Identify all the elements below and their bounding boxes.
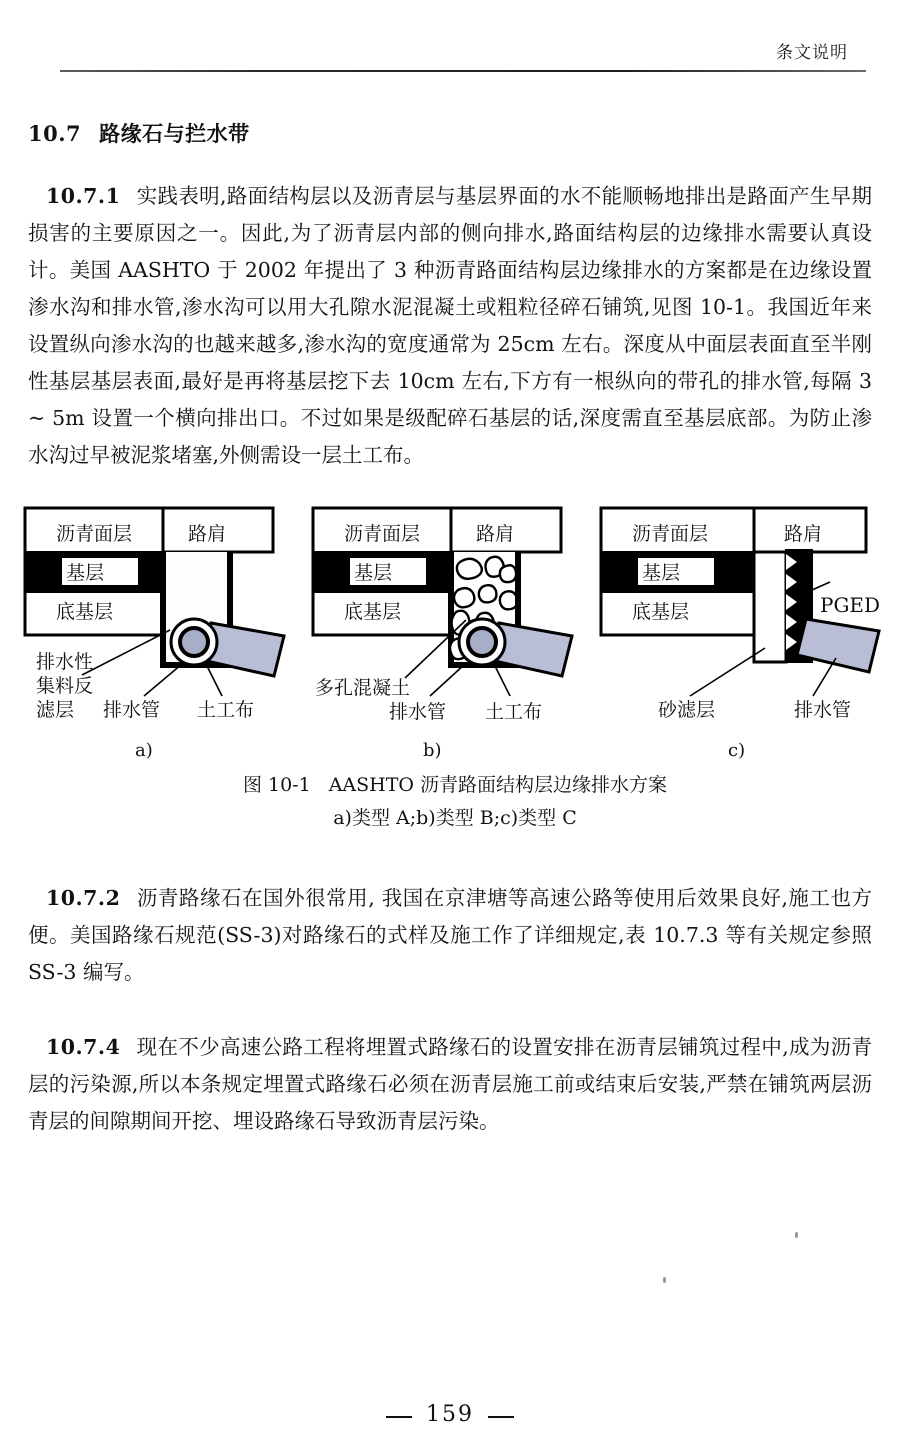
label-surface-a: 沥青面层 xyxy=(56,523,133,545)
drain-pipe-b xyxy=(459,619,505,665)
clause-text: 沥青路缘石在国外很常用, 我国在京津塘等高速公路等使用后效果良好,施工也方便。美国路缘石规范(SS-3)对路缘石的式样及施工作了详细规定,表 10.7.3 等有关规定参照 SS-3 编写。 xyxy=(28,886,872,984)
label-base-a xyxy=(62,558,138,585)
document-content xyxy=(28,118,872,482)
clause-number: 10.7.2 xyxy=(46,886,121,910)
document-content-lower xyxy=(28,880,872,1148)
callout-trench-a-line3: 滤层 xyxy=(36,699,75,721)
clause-number: 10.7.1 xyxy=(46,184,121,208)
section-number: 10.7 xyxy=(28,121,82,146)
diagram-index-a: a) xyxy=(135,740,153,761)
paragraph-10-7-4 xyxy=(28,1029,872,1140)
section-title-text: 路缘石与拦水带 xyxy=(99,121,250,146)
page-footer xyxy=(0,1402,900,1427)
diagram-index-b: b) xyxy=(423,740,442,761)
section-heading xyxy=(28,118,872,148)
label-shoulder-c: 路肩 xyxy=(784,523,823,545)
figure-caption-line1 xyxy=(22,769,888,802)
callout-trench-a-line1: 排水性 xyxy=(36,651,94,673)
callout-pipe-c: 排水管 xyxy=(794,699,852,721)
figure-caption-number: 图 10-1 xyxy=(242,774,311,796)
footer-dash-right xyxy=(488,1416,514,1418)
callout-trench-a-line2: 集料反 xyxy=(36,675,94,697)
figure-caption xyxy=(22,769,888,835)
label-base-b xyxy=(350,558,426,585)
clause-text: 现在不少高速公路工程将埋置式路缘石的设置安排在沥青层铺筑过程中,成为沥青层的污染源,所以本条规定埋置式路缘石必须在沥青层施工前或结束后安装,严禁在铺筑两层沥青层的间隙期间开挖、埋设路缘石导致沥青层污染。 xyxy=(28,1035,872,1133)
figure-10-1 xyxy=(22,500,888,835)
label-shoulder-a: 路肩 xyxy=(188,523,227,545)
paragraph-10-7-1 xyxy=(28,178,872,474)
header-title: 条文说明 xyxy=(776,43,848,63)
label-base-c xyxy=(638,558,714,585)
svg-text:基层: 基层 xyxy=(642,562,681,584)
label-surface-b: 沥青面层 xyxy=(344,523,421,545)
callout-pged-c: PGED xyxy=(820,593,881,617)
clause-number: 10.7.4 xyxy=(46,1035,121,1059)
drain-pipe-c xyxy=(797,619,879,672)
label-shoulder-b: 路肩 xyxy=(476,523,515,545)
page-header xyxy=(60,38,866,82)
callout-pipe-b: 排水管 xyxy=(389,701,447,723)
page-number: 159 xyxy=(426,1402,474,1427)
sand-filter-trench-c xyxy=(754,552,786,662)
callout-trench-b: 多孔混凝土 xyxy=(315,677,411,699)
scan-speck xyxy=(795,1232,798,1238)
footer-dash-left xyxy=(386,1416,412,1418)
diagram-index-c: c) xyxy=(728,740,746,761)
diagram-type-b xyxy=(310,500,595,765)
header-divider xyxy=(60,70,866,72)
figure-caption-title: AASHTO 沥青路面结构层边缘排水方案 xyxy=(328,774,668,796)
paragraph-10-7-2 xyxy=(28,880,872,991)
diagram-type-c xyxy=(598,500,883,765)
label-surface-c: 沥青面层 xyxy=(632,523,709,545)
label-subbase-b: 底基层 xyxy=(344,601,402,623)
svg-text:基层: 基层 xyxy=(354,562,393,584)
diagram-type-a xyxy=(22,500,307,765)
figure-caption-line2: a)类型 A;b)类型 B;c)类型 C xyxy=(333,807,577,829)
scan-speck xyxy=(663,1277,666,1283)
svg-text:基层: 基层 xyxy=(66,562,105,584)
callout-pipe-a: 排水管 xyxy=(103,699,161,721)
figure-diagram-row xyxy=(22,500,888,765)
drain-pipe-a xyxy=(171,619,217,665)
label-subbase-a: 底基层 xyxy=(56,601,114,623)
label-subbase-c: 底基层 xyxy=(632,601,690,623)
callout-trench-c: 砂滤层 xyxy=(658,699,716,721)
clause-text: 实践表明,路面结构层以及沥青层与基层界面的水不能顺畅地排出是路面产生早期损害的主要原因之一。因此,为了沥青层内部的侧向排水,路面结构层的边缘排水需要认真设计。美国 AASHTO 于 2002 年提出了 3 种沥青路面结构层边缘排水的方案都是在边缘设置渗水沟和排水管,渗水沟可以用大孔隙水泥混凝土或粗粒径碎石铺筑,见图 10-1。我国近年来设置纵向渗水沟的也越来越多,渗水沟的宽度通常为 25cm 左右。深度从中面层表面直至半刚性基层基层表面,最好是再将基层挖下去 10cm 左右,下方有一根纵向的带孔的排水管,每隔 3 ~ 5m 设置一个横向排出口。不过如果是级配碎石基层的话,深度需直至基层底部。为防止渗水沟过早被泥浆堵塞,外侧需设一层土工布。 xyxy=(28,184,872,467)
callout-geotextile-a: 土工布 xyxy=(197,699,255,721)
callout-geotextile-b: 土工布 xyxy=(485,701,543,723)
